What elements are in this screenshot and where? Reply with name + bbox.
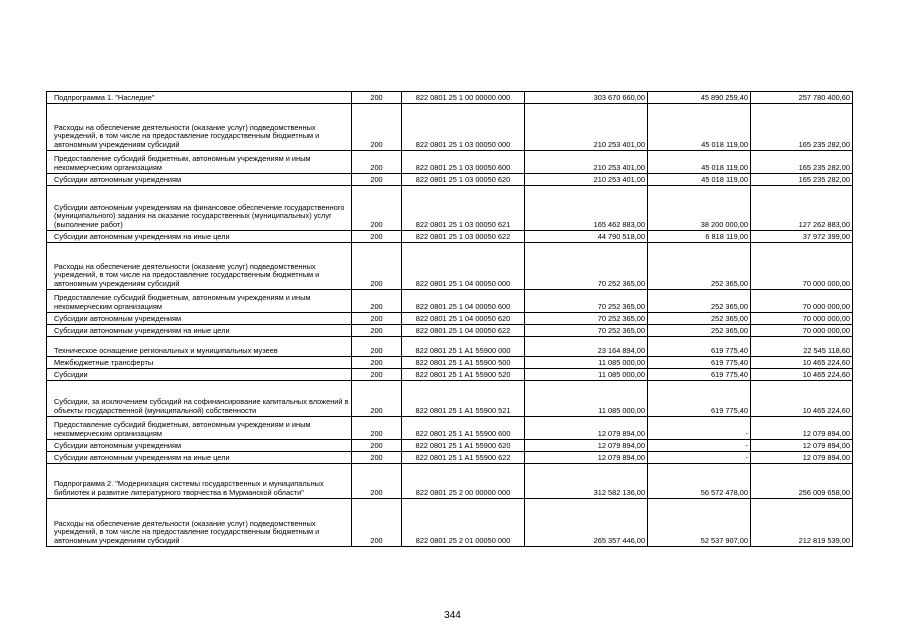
row-code-cell	[352, 440, 402, 452]
row-name-cell	[47, 357, 352, 369]
row-code-text: 200	[370, 357, 383, 367]
row-executed-text: 619 775,40	[711, 357, 748, 367]
row-executed-cell	[648, 464, 751, 499]
row-executed-text: -	[745, 428, 748, 438]
row-name-cell	[47, 369, 352, 381]
row-executed-cell	[648, 92, 751, 104]
row-unexecuted-cell	[751, 357, 853, 369]
row-unexecuted-text: 165 235 282,00	[798, 162, 850, 172]
row-kbk-cell	[402, 417, 525, 440]
row-executed-text: 56 572 478,00	[700, 487, 748, 497]
row-code-cell	[352, 381, 402, 417]
row-name-cell	[47, 92, 352, 104]
table-row	[47, 186, 853, 231]
row-code-cell	[352, 174, 402, 186]
row-code-text: 200	[370, 535, 383, 545]
row-code-text: 200	[370, 487, 383, 497]
row-unexecuted-text: 70 000 000,00	[802, 313, 850, 323]
row-unexecuted-cell	[751, 151, 853, 174]
row-name-cell	[47, 440, 352, 452]
row-code-cell	[352, 151, 402, 174]
row-unexecuted-text: 12 079 894,00	[802, 440, 850, 450]
row-amount-text: 12 079 894,00	[597, 428, 645, 438]
row-code-text: 200	[370, 428, 383, 438]
page-number: 344	[444, 610, 461, 621]
row-name-cell	[47, 151, 352, 174]
row-kbk-text: 822 0801 25 2 01 00050 000	[415, 535, 511, 545]
row-executed-cell	[648, 499, 751, 547]
row-name-cell	[47, 337, 352, 357]
row-unexecuted-text: 70 000 000,00	[802, 278, 850, 288]
row-name-cell	[47, 290, 352, 313]
table-row	[47, 151, 853, 174]
row-amount-text: 12 079 894,00	[597, 440, 645, 450]
row-amount-text: 165 462 883,00	[593, 219, 645, 229]
row-executed-text: 252 365,00	[711, 313, 748, 323]
row-name-text: Предоставление субсидий бюджетным, автономным учреждениям и иным некоммерческим организациям	[54, 293, 311, 311]
row-kbk-text: 822 0801 25 1 03 00050 620	[415, 174, 511, 184]
row-kbk-text: 822 0801 25 1 03 00050 600	[415, 162, 511, 172]
row-kbk-text: 822 0801 25 1 04 00050 622	[415, 325, 511, 335]
row-unexecuted-text: 165 235 282,00	[798, 139, 850, 149]
row-executed-cell	[648, 369, 751, 381]
table-row	[47, 243, 853, 290]
table-row	[47, 381, 853, 417]
row-executed-text: 619 775,40	[711, 405, 748, 415]
row-amount-cell	[525, 231, 648, 243]
row-executed-cell	[648, 452, 751, 464]
table-row	[47, 417, 853, 440]
row-name-text: Субсидии автономным учреждениям	[54, 174, 182, 184]
row-amount-text: 11 085 000,00	[598, 357, 645, 367]
row-code-cell	[352, 369, 402, 381]
row-amount-text: 70 252 365,00	[597, 301, 645, 311]
row-kbk-text: 822 0801 25 1 04 00050 620	[415, 313, 511, 323]
table-row	[47, 313, 853, 325]
row-code-text: 200	[370, 301, 383, 311]
row-kbk-text: 822 0801 25 1 03 00050 621	[415, 219, 511, 229]
row-executed-cell	[648, 313, 751, 325]
row-executed-text: -	[745, 452, 748, 462]
row-name-text: Техническое оснащение региональных и муниципальных музеев	[54, 345, 278, 355]
row-name-text: Расходы на обеспечение деятельности (оказание услуг) подведомственных учреждений, в том числе на предоставление государственным бюджетным и автономным учреждениям субсидий	[54, 261, 320, 288]
row-executed-text: 619 775,40	[711, 369, 748, 379]
row-unexecuted-cell	[751, 313, 853, 325]
row-kbk-cell	[402, 452, 525, 464]
table-row	[47, 452, 853, 464]
row-unexecuted-text: 257 780 400,60	[798, 92, 850, 102]
table-row	[47, 499, 853, 547]
table-row	[47, 464, 853, 499]
row-amount-cell	[525, 499, 648, 547]
row-amount-text: 11 085 000,00	[598, 369, 645, 379]
table-body	[47, 92, 853, 547]
row-code-text: 200	[370, 345, 383, 355]
row-amount-cell	[525, 290, 648, 313]
row-code-text: 200	[370, 219, 383, 229]
row-amount-cell	[525, 186, 648, 231]
row-amount-text: 303 670 660,00	[593, 92, 645, 102]
row-kbk-text: 822 0801 25 2 00 00000 000	[415, 487, 511, 497]
row-kbk-text: 822 0801 25 1 A1 55900 521	[415, 405, 511, 415]
row-kbk-cell	[402, 243, 525, 290]
row-code-cell	[352, 186, 402, 231]
row-unexecuted-text: 10 465 224,60	[802, 357, 850, 367]
row-executed-cell	[648, 151, 751, 174]
row-executed-cell	[648, 174, 751, 186]
row-unexecuted-cell	[751, 381, 853, 417]
row-kbk-text: 822 0801 25 1 03 00050 000	[415, 139, 511, 149]
row-unexecuted-cell	[751, 104, 853, 151]
row-amount-cell	[525, 325, 648, 337]
row-amount-cell	[525, 151, 648, 174]
row-kbk-cell	[402, 464, 525, 499]
row-name-cell	[47, 186, 352, 231]
row-amount-text: 23 164 894,00	[597, 345, 645, 355]
table-row	[47, 92, 853, 104]
row-name-text: Предоставление субсидий бюджетным, автономным учреждениям и иным некоммерческим организациям	[54, 154, 311, 172]
row-kbk-text: 822 0801 25 1 A1 55900 600	[415, 428, 511, 438]
row-unexecuted-text: 70 000 000,00	[802, 301, 850, 311]
row-amount-text: 70 252 365,00	[597, 313, 645, 323]
row-kbk-text: 822 0801 25 1 04 00050 600	[415, 301, 511, 311]
row-name-text: Субсидии автономным учреждениям на иные цели	[54, 231, 230, 241]
row-name-cell	[47, 464, 352, 499]
row-name-text: Расходы на обеспечение деятельности (оказание услуг) подведомственных учреждений, в том числе на предоставление государственным бюджетным и автономным учреждениям субсидий	[54, 518, 320, 545]
row-amount-cell	[525, 174, 648, 186]
row-amount-text: 70 252 365,00	[597, 278, 645, 288]
row-kbk-cell	[402, 381, 525, 417]
budget-table	[46, 91, 853, 547]
row-executed-cell	[648, 186, 751, 231]
row-unexecuted-cell	[751, 499, 853, 547]
row-unexecuted-cell	[751, 464, 853, 499]
row-kbk-cell	[402, 151, 525, 174]
row-code-text: 200	[370, 231, 383, 241]
row-code-cell	[352, 290, 402, 313]
row-kbk-text: 822 0801 25 1 A1 55900 500	[415, 357, 511, 367]
row-name-cell	[47, 231, 352, 243]
row-kbk-text: 822 0801 25 1 A1 55900 000	[415, 345, 511, 355]
row-unexecuted-text: 10 465 224,60	[802, 369, 850, 379]
row-executed-cell	[648, 243, 751, 290]
row-amount-cell	[525, 243, 648, 290]
row-code-cell	[352, 104, 402, 151]
row-code-cell	[352, 337, 402, 357]
row-name-text: Расходы на обеспечение деятельности (оказание услуг) подведомственных учреждений, в том числе на предоставление государственным бюджетным и автономным учреждениям субсидий	[54, 122, 320, 149]
row-name-text: Подпрограмма 1. "Наследие"	[54, 92, 155, 102]
row-amount-text: 12 079 894,00	[597, 452, 645, 462]
row-kbk-text: 822 0801 25 1 A1 55900 620	[415, 440, 511, 450]
row-amount-cell	[525, 417, 648, 440]
table-row	[47, 440, 853, 452]
row-kbk-cell	[402, 499, 525, 547]
row-kbk-text: 822 0801 25 1 00 00000 000	[415, 92, 511, 102]
row-code-text: 200	[370, 92, 383, 102]
row-code-text: 200	[370, 313, 383, 323]
row-code-cell	[352, 357, 402, 369]
row-executed-text: -	[745, 440, 748, 450]
row-executed-text: 45 018 119,00	[701, 139, 748, 149]
table-row	[47, 357, 853, 369]
row-name-cell	[47, 174, 352, 186]
row-executed-cell	[648, 417, 751, 440]
row-kbk-cell	[402, 104, 525, 151]
row-amount-text: 265 357 446,00	[593, 535, 645, 545]
row-unexecuted-text: 127 262 883,00	[798, 219, 850, 229]
row-name-cell	[47, 243, 352, 290]
row-unexecuted-cell	[751, 186, 853, 231]
row-code-cell	[352, 92, 402, 104]
row-amount-cell	[525, 369, 648, 381]
row-code-cell	[352, 417, 402, 440]
row-code-text: 200	[370, 440, 383, 450]
row-name-cell	[47, 325, 352, 337]
table-row	[47, 337, 853, 357]
row-code-text: 200	[370, 139, 383, 149]
row-kbk-text: 822 0801 25 1 A1 55900 520	[415, 369, 511, 379]
row-code-cell	[352, 231, 402, 243]
row-name-cell	[47, 104, 352, 151]
row-name-text: Субсидии автономным учреждениям на финансовое обеспечение государственного (муниципального) задания на оказание государственных (муниципальных) услуг (выполнение работ)	[54, 202, 345, 229]
row-code-text: 200	[370, 405, 383, 415]
row-name-cell	[47, 452, 352, 464]
row-code-text: 200	[370, 452, 383, 462]
row-amount-cell	[525, 381, 648, 417]
row-amount-text: 210 253 401,00	[593, 162, 645, 172]
row-code-cell	[352, 325, 402, 337]
row-kbk-cell	[402, 313, 525, 325]
row-unexecuted-cell	[751, 440, 853, 452]
row-amount-text: 210 253 401,00	[593, 139, 645, 149]
row-kbk-cell	[402, 290, 525, 313]
table-row	[47, 325, 853, 337]
row-name-text: Субсидии автономным учреждениям	[54, 440, 182, 450]
row-name-text: Субсидии, за исключением субсидий на софинансирование капитальных вложений в объекты государственной (муниципальной) собственности	[54, 397, 349, 415]
row-unexecuted-text: 70 000 000,00	[802, 325, 850, 335]
row-kbk-cell	[402, 357, 525, 369]
row-amount-cell	[525, 337, 648, 357]
row-executed-text: 45 890 259,40	[700, 92, 748, 102]
row-executed-text: 38 200 000,00	[700, 219, 748, 229]
table-row	[47, 174, 853, 186]
table-row	[47, 104, 853, 151]
row-amount-text: 44 790 518,00	[597, 231, 645, 241]
row-executed-cell	[648, 381, 751, 417]
row-executed-cell	[648, 325, 751, 337]
row-kbk-text: 822 0801 25 1 03 00050 622	[415, 231, 511, 241]
row-kbk-cell	[402, 174, 525, 186]
row-unexecuted-text: 37 972 399,00	[802, 231, 850, 241]
row-executed-text: 252 365,00	[711, 278, 748, 288]
row-unexecuted-cell	[751, 92, 853, 104]
row-unexecuted-text: 22 545 118,60	[803, 345, 850, 355]
row-executed-cell	[648, 440, 751, 452]
row-code-cell	[352, 499, 402, 547]
row-unexecuted-text: 256 009 658,00	[798, 487, 850, 497]
row-executed-cell	[648, 231, 751, 243]
row-code-cell	[352, 313, 402, 325]
row-kbk-text: 822 0801 25 1 04 00050 000	[415, 278, 511, 288]
row-name-text: Субсидии автономным учреждениям на иные цели	[54, 452, 230, 462]
row-kbk-cell	[402, 325, 525, 337]
row-kbk-cell	[402, 231, 525, 243]
row-executed-text: 52 537 907,00	[700, 535, 748, 545]
row-amount-cell	[525, 440, 648, 452]
row-amount-cell	[525, 452, 648, 464]
row-name-text: Подпрограмма 2. "Модернизация системы государственных и муниципальных библиотек и развитие литературного творчества в Мурманской области"	[54, 479, 324, 497]
row-unexecuted-cell	[751, 243, 853, 290]
row-executed-text: 252 365,00	[711, 301, 748, 311]
row-name-text: Межбюджетные трансферты	[54, 357, 154, 367]
row-unexecuted-cell	[751, 369, 853, 381]
row-unexecuted-text: 12 079 894,00	[802, 452, 850, 462]
table-row	[47, 290, 853, 313]
row-executed-text: 252 365,00	[711, 325, 748, 335]
row-executed-cell	[648, 337, 751, 357]
row-unexecuted-cell	[751, 290, 853, 313]
table-row	[47, 231, 853, 243]
row-amount-cell	[525, 313, 648, 325]
row-code-text: 200	[370, 162, 383, 172]
row-code-cell	[352, 452, 402, 464]
row-unexecuted-cell	[751, 231, 853, 243]
row-code-text: 200	[370, 278, 383, 288]
row-kbk-cell	[402, 440, 525, 452]
row-unexecuted-cell	[751, 417, 853, 440]
row-amount-text: 312 582 136,00	[593, 487, 645, 497]
row-executed-text: 45 018 119,00	[701, 174, 748, 184]
row-kbk-text: 822 0801 25 1 A1 55900 622	[415, 452, 511, 462]
row-unexecuted-cell	[751, 325, 853, 337]
row-code-cell	[352, 464, 402, 499]
row-executed-cell	[648, 104, 751, 151]
row-name-cell	[47, 313, 352, 325]
row-unexecuted-text: 10 465 224,60	[802, 405, 850, 415]
row-amount-text: 70 252 365,00	[597, 325, 645, 335]
row-unexecuted-cell	[751, 337, 853, 357]
row-kbk-cell	[402, 369, 525, 381]
row-amount-cell	[525, 464, 648, 499]
row-name-text: Предоставление субсидий бюджетным, автономным учреждениям и иным некоммерческим организациям	[54, 420, 311, 438]
row-name-cell	[47, 499, 352, 547]
row-amount-cell	[525, 92, 648, 104]
row-code-text: 200	[370, 174, 383, 184]
row-unexecuted-cell	[751, 452, 853, 464]
row-name-text: Субсидии автономным учреждениям на иные цели	[54, 325, 230, 335]
row-name-text: Субсидии автономным учреждениям	[54, 313, 182, 323]
row-code-cell	[352, 243, 402, 290]
row-name-cell	[47, 417, 352, 440]
row-unexecuted-text: 165 235 282,00	[798, 174, 850, 184]
row-executed-text: 619 775,40	[711, 345, 748, 355]
row-kbk-cell	[402, 186, 525, 231]
row-amount-text: 210 253 401,00	[593, 174, 645, 184]
row-executed-cell	[648, 357, 751, 369]
row-name-cell	[47, 381, 352, 417]
table-row	[47, 369, 853, 381]
row-name-text: Субсидии	[54, 369, 88, 379]
row-amount-text: 11 085 000,00	[598, 405, 645, 415]
row-code-text: 200	[370, 325, 383, 335]
row-code-text: 200	[370, 369, 383, 379]
row-amount-cell	[525, 104, 648, 151]
row-amount-cell	[525, 357, 648, 369]
row-unexecuted-cell	[751, 174, 853, 186]
row-executed-text: 6 818 119,00	[705, 231, 748, 241]
row-kbk-cell	[402, 92, 525, 104]
row-executed-text: 45 018 119,00	[701, 162, 748, 172]
row-kbk-cell	[402, 337, 525, 357]
row-executed-cell	[648, 290, 751, 313]
row-unexecuted-text: 212 819 539,00	[798, 535, 850, 545]
row-unexecuted-text: 12 079 894,00	[802, 428, 850, 438]
